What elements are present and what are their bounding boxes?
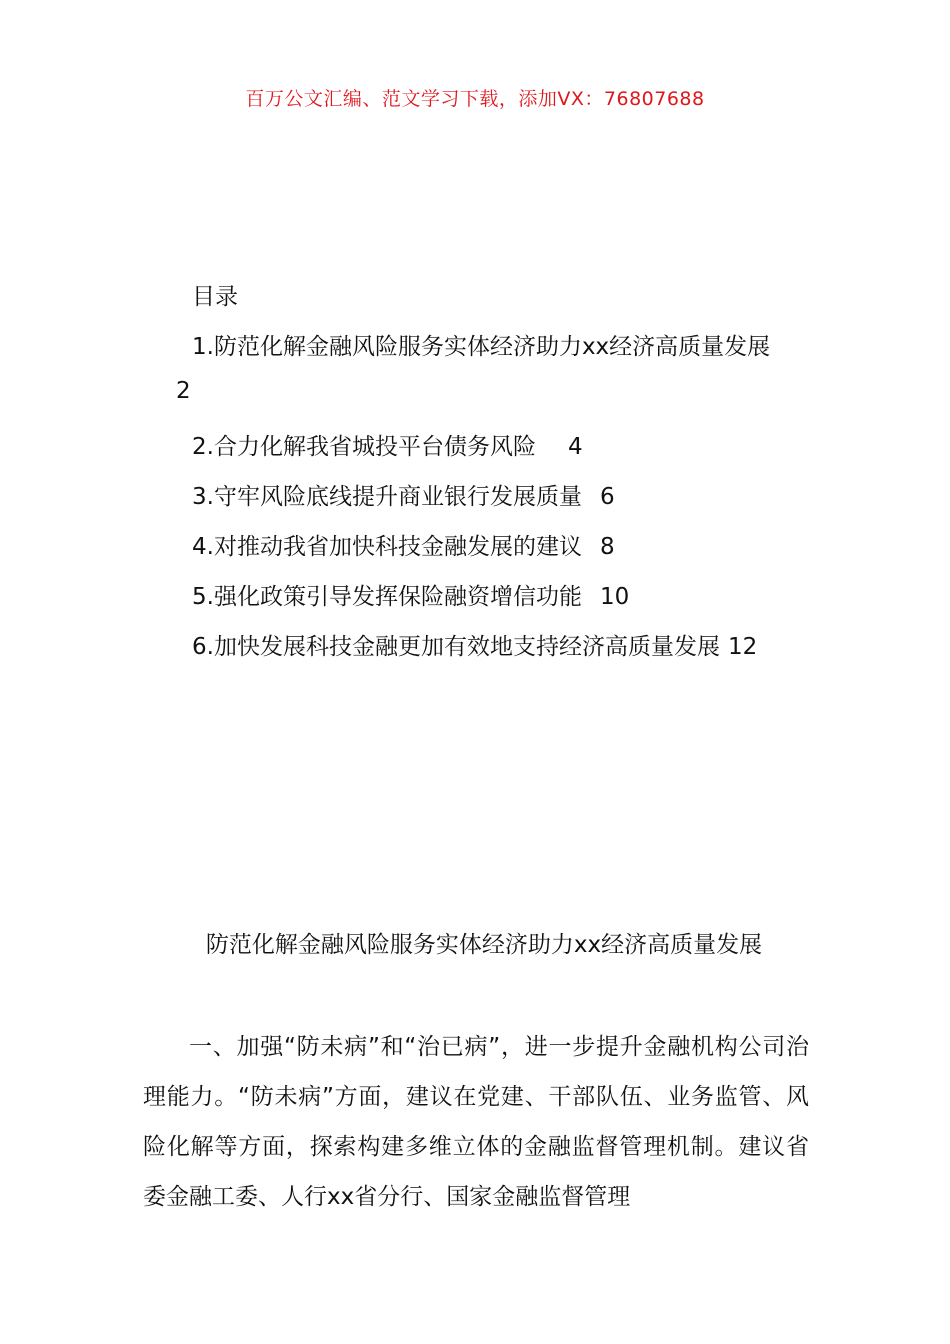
toc-entry-page: 12 [727, 634, 758, 660]
toc-entry-page: 8 [599, 534, 615, 560]
toc-entry-page: 6 [599, 484, 615, 510]
toc-entry-page: 4 [567, 434, 583, 460]
toc-entry-page: 2 [176, 378, 191, 404]
toc-entry-2[interactable] [192, 428, 583, 461]
toc-entry-text: 3.守牢风险底线提升商业银行发展质量 [192, 484, 582, 510]
toc-entry-6[interactable] [192, 628, 757, 661]
toc-title: 目录 [192, 284, 238, 310]
toc-entry-3[interactable] [192, 478, 615, 511]
toc-entry-text: 2.合力化解我省城投平台债务风险 [192, 434, 536, 460]
watermark-banner: 百万公文汇编、范文学习下载，添加VX：76807688 [245, 88, 705, 110]
toc-entry-text: 6.加快发展科技金融更加有效地支持经济高质量发展 [192, 634, 720, 660]
toc-entry-text: 4.对推动我省加快科技金融发展的建议 [192, 534, 582, 560]
toc-entry-text: 5.强化政策引导发挥保险融资增信功能 [192, 584, 582, 610]
toc-entry-5[interactable] [192, 578, 629, 611]
body-paragraph: 一、加强“防未病”和“治已病”，进一步提升金融机构公司治理能力。“防未病”方面，建议在党建、干部队伍、业务监管、风险化解等方面，探索构建多维立体的金融监督管理机制。建议省委金融工委、人行xx省分行、国家金融监督管理 [143, 1034, 809, 1210]
toc-entry-1[interactable] [192, 328, 770, 361]
document-title: 防范化解金融风险服务实体经济助力xx经济高质量发展 [205, 932, 763, 958]
toc-entry-text: 1.防范化解金融风险服务实体经济助力xx经济高质量发展 [192, 334, 771, 360]
toc-entry-page: 10 [599, 584, 630, 610]
toc-entry-4[interactable] [192, 528, 615, 561]
